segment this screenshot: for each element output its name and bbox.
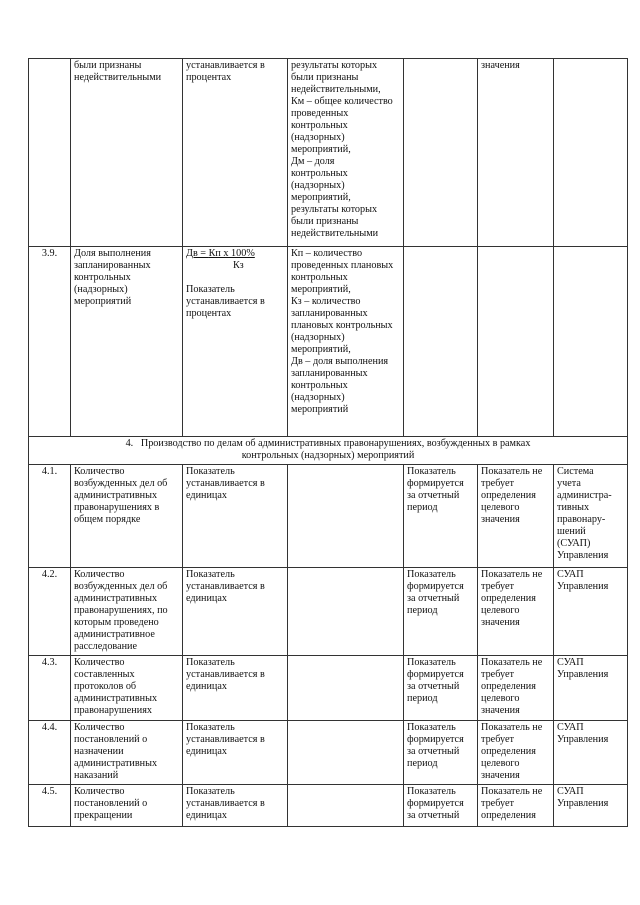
variables-cell <box>288 656 404 721</box>
formula-cell: Дв = Кп х 100% Кз Показатель устанавливается в процентах <box>183 247 288 437</box>
system-cell: СУАП Управления <box>554 568 628 656</box>
indicator-name-cell: были признаны недействительными <box>71 59 183 247</box>
system-cell <box>554 59 628 247</box>
section-heading: 4. Производство по делам об административных правонарушениях, возбужденных в рамках контрольных (надзорных) мероприятий <box>29 437 628 465</box>
target-cell <box>478 247 554 437</box>
indicator-name-cell: Количество составленных протоколов об административных правонарушениях <box>71 656 183 721</box>
indicators-table <box>28 58 628 827</box>
system-cell: СУАП Управления <box>554 656 628 721</box>
indicator-name-cell: Количество возбужденных дел об административных правонарушениях, по которым проведено административное расследование <box>71 568 183 656</box>
source-cell: Показатель формируется за отчетный период <box>404 656 478 721</box>
variables-cell: результаты которых были признаны недействительными, Км – общее количество проведенных контрольных (надзорных) мероприятий, Дм – доля контрольных (надзорных) мероприятий, результаты которых были признаны недействительными <box>288 59 404 247</box>
variables-cell <box>288 721 404 785</box>
indicator-name-cell: Количество постановлений о прекращении <box>71 785 183 827</box>
source-cell: Показатель формируется за отчетный период <box>404 465 478 568</box>
source-cell: Показатель формируется за отчетный период <box>404 721 478 785</box>
variables-cell: Кп – количество проведенных плановых контрольных мероприятий, Кз – количество запланированных плановых контрольных (надзорных) мероприятий, Дв – доля выполнения запланированных контрольных (надзорных) мероприятий <box>288 247 404 437</box>
source-cell <box>404 59 478 247</box>
table-row <box>29 247 628 437</box>
formula-cell: Показатель устанавливается в единицах <box>183 785 288 827</box>
indicator-name-cell: Количество возбужденных дел об административных правонарушениях в общем порядке <box>71 465 183 568</box>
target-cell: Показатель не требует определения целевого значения <box>478 568 554 656</box>
row-number-cell: 4.2. <box>29 568 71 656</box>
target-cell: Показатель не требует определения целевого значения <box>478 721 554 785</box>
system-cell: Система учета администра- тивных правонару- шений (СУАП) Управления <box>554 465 628 568</box>
system-cell: СУАП Управления <box>554 785 628 827</box>
system-cell <box>554 247 628 437</box>
formula-cell: Показатель устанавливается в единицах <box>183 465 288 568</box>
target-cell: Показатель не требует определения целевого значения <box>478 465 554 568</box>
formula-denominator: Кз <box>233 260 244 271</box>
table-row <box>29 465 628 568</box>
row-number-cell: 3.9. <box>29 247 71 437</box>
system-cell: СУАП Управления <box>554 721 628 785</box>
formula: Дв = Кп х 100% <box>186 248 255 259</box>
indicator-name-cell: Количество постановлений о назначении административных наказаний <box>71 721 183 785</box>
row-number-cell: 4.4. <box>29 721 71 785</box>
source-cell: Показатель формируется за отчетный <box>404 785 478 827</box>
formula-cell: Показатель устанавливается в единицах <box>183 568 288 656</box>
formula-cell: Показатель устанавливается в единицах <box>183 656 288 721</box>
table-row <box>29 785 628 827</box>
row-number-cell: 4.3. <box>29 656 71 721</box>
variables-cell <box>288 465 404 568</box>
indicator-name-cell: Доля выполнения запланированных контрольных (надзорных) мероприятий <box>71 247 183 437</box>
table-row <box>29 721 628 785</box>
source-cell: Показатель формируется за отчетный период <box>404 568 478 656</box>
target-cell: Показатель не требует определения <box>478 785 554 827</box>
table-row <box>29 59 628 247</box>
target-cell: значения <box>478 59 554 247</box>
table-row <box>29 656 628 721</box>
row-number-cell <box>29 59 71 247</box>
variables-cell <box>288 568 404 656</box>
row-number-cell: 4.5. <box>29 785 71 827</box>
formula-cell: устанавливается в процентах <box>183 59 288 247</box>
section-heading-row <box>29 437 628 465</box>
table-row <box>29 568 628 656</box>
formula-cell: Показатель устанавливается в единицах <box>183 721 288 785</box>
target-cell: Показатель не требует определения целевого значения <box>478 656 554 721</box>
row-number-cell: 4.1. <box>29 465 71 568</box>
source-cell <box>404 247 478 437</box>
variables-cell <box>288 785 404 827</box>
